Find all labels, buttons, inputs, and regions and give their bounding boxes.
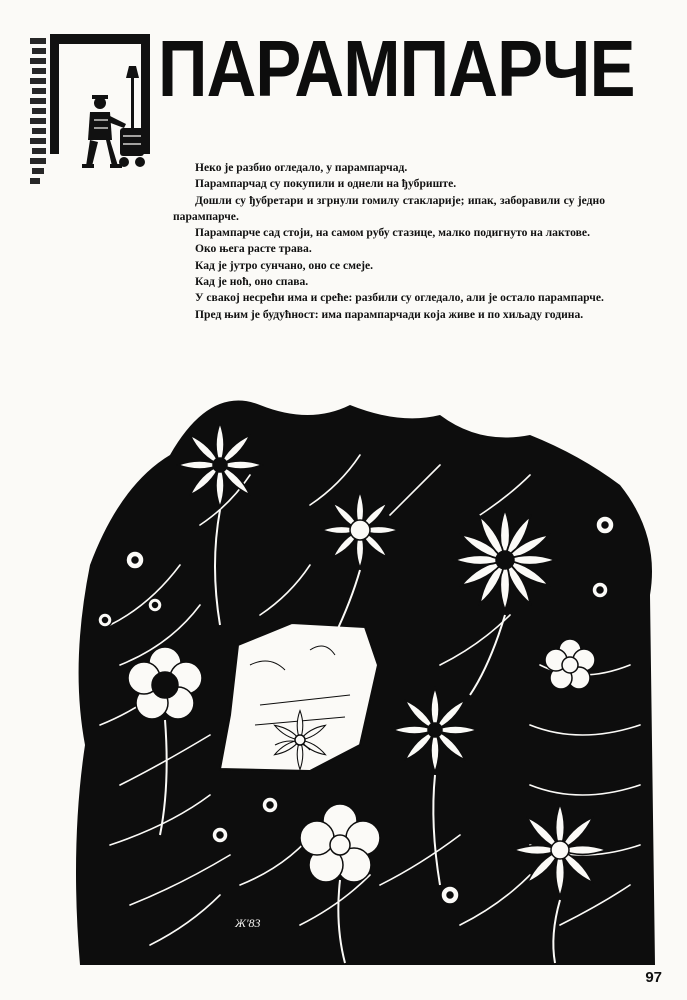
page-number: 97 (645, 969, 662, 986)
paragraph: Парампарчад су покупили и однели на ђубриште. (195, 177, 457, 191)
page-title: ПАРАМПАРЧЕ (158, 24, 635, 113)
paragraph: Кад је јутро сунчано, оно се смеје. (195, 258, 374, 272)
chimney-sweep-vignette (28, 28, 158, 198)
paragraph: Дошли су ђубретари и згрнули гомилу стакларије; ипак, заборавили су једно парампарче. (173, 193, 605, 223)
paragraph: Кад је ноћ, оно спава. (195, 275, 309, 289)
paragraph: Пред њим је будућност: има парампарчади која живе и по хиљаду година. (195, 307, 584, 321)
flowers-illustration (60, 365, 660, 965)
story-text (173, 160, 605, 323)
illustrator-signature: Ж'83 (235, 916, 261, 930)
paragraph: Неко је разбио огледало, у парампарчад. (195, 161, 408, 174)
paragraph: Око њега расте трава. (195, 242, 312, 256)
paragraph: Парампарче сад стоји, на самом рубу стазице, малко подигнуто на лактове. (195, 226, 590, 240)
paragraph: У свакој несрећи има и среће: разбили су огледало, али је остало парампарче. (195, 291, 604, 305)
